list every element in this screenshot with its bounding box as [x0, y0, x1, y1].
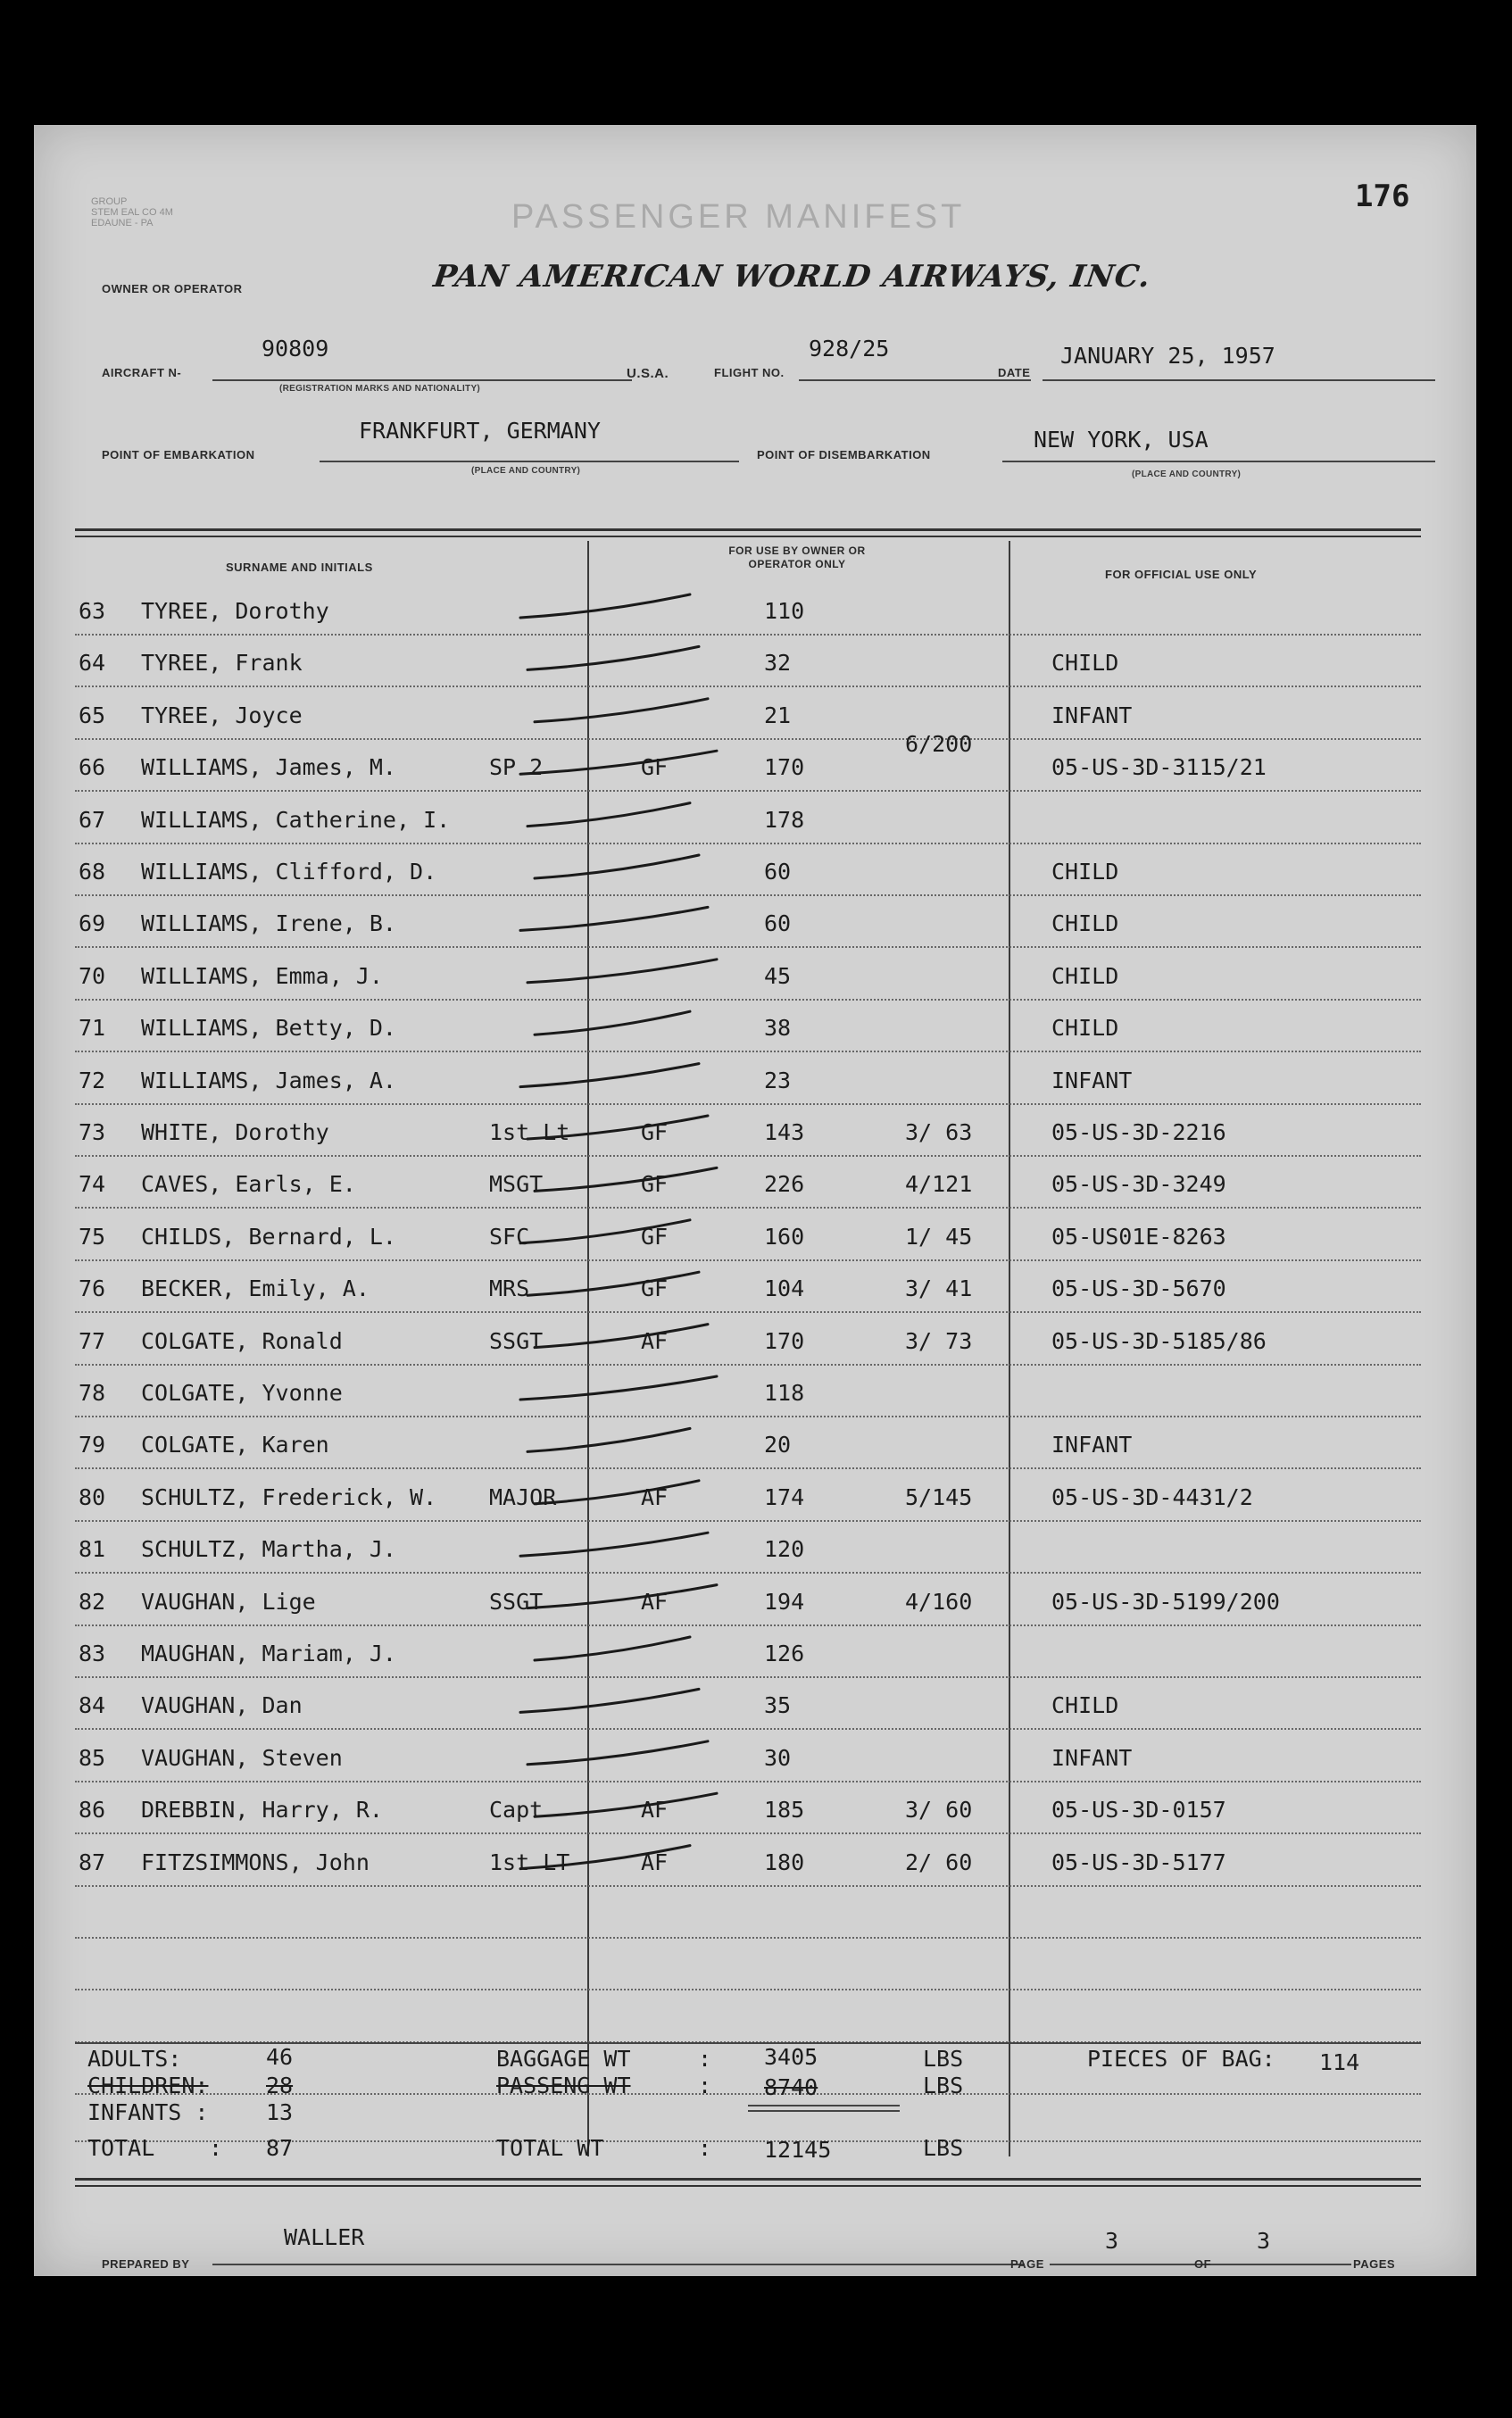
passenger-rank: MRS: [489, 1275, 530, 1302]
passeng-colon: :: [698, 2073, 712, 2098]
baggage-count: 3/ 60: [905, 1797, 973, 1824]
check-mark: [535, 1481, 699, 1504]
passenger-service: GF: [641, 1119, 669, 1145]
baggage-colon: :: [698, 2046, 712, 2072]
official-note: 05-US-3D-4431/2: [1051, 1483, 1253, 1510]
total-wt-colon: :: [698, 2135, 712, 2161]
check-mark: [528, 1272, 699, 1295]
passenger-weight: 194: [764, 1588, 805, 1615]
passenger-rank: 1st Lt: [489, 1119, 570, 1145]
check-mark: [535, 1793, 717, 1816]
passenger-weight: 32: [764, 650, 792, 677]
row-number: 81: [79, 1536, 106, 1563]
header-surname: SURNAME AND INITIALS: [226, 561, 373, 574]
usa-label: U.S.A.: [627, 366, 669, 381]
official-note: 05-US-3D-2216: [1051, 1119, 1226, 1145]
passenger-rank: 1st LT: [489, 1849, 570, 1875]
check-mark: [520, 1376, 717, 1400]
passenger-service: GF: [641, 1275, 669, 1302]
passenger-weight: 160: [764, 1223, 805, 1250]
children-value: 28: [266, 2073, 294, 2098]
passenger-weight: 23: [764, 1067, 792, 1093]
total-wt-value: 12145: [764, 2137, 832, 2163]
check-mark: [535, 1637, 690, 1660]
official-note: INFANT: [1051, 1744, 1133, 1771]
passenger-name: TYREE, Frank: [141, 650, 303, 677]
check-mark: [520, 1846, 690, 1869]
passenger-service: AF: [641, 1588, 669, 1615]
header-official-use: FOR OFFICIAL USE ONLY: [1105, 568, 1258, 581]
passenger-name: VAUGHAN, Dan: [141, 1692, 303, 1719]
passenger-service: GF: [641, 754, 669, 781]
passenger-name: VAUGHAN, Lige: [141, 1588, 316, 1615]
row-number: 67: [79, 806, 106, 833]
infants-label: INFANTS :: [87, 2099, 209, 2125]
pieces-of-bag-label: PIECES OF BAG:: [1087, 2046, 1275, 2072]
check-mark: [520, 1220, 690, 1243]
document-title: PASSENGER MANIFEST: [511, 198, 966, 236]
embarkation-value: FRANKFURT, GERMANY: [359, 418, 601, 444]
official-note: INFANT: [1051, 1067, 1133, 1093]
infants-value: 13: [266, 2099, 294, 2125]
flight-label: FLIGHT NO.: [714, 366, 785, 379]
check-mark: [520, 1064, 699, 1087]
passenger-weight: 21: [764, 702, 792, 728]
row-number: 65: [79, 702, 106, 728]
of-value: 3: [1257, 2228, 1271, 2254]
check-mark: [535, 1167, 717, 1191]
check-mark: [528, 803, 690, 827]
official-note: 05-US-3D-0157: [1051, 1797, 1226, 1824]
row-number: 77: [79, 1327, 106, 1354]
total-wt-unit: LBS: [923, 2135, 964, 2161]
passenger-name: WILLIAMS, Catherine, I.: [141, 806, 451, 833]
page-number: 176: [1355, 179, 1410, 214]
passenger-name: WILLIAMS, Betty, D.: [141, 1015, 396, 1042]
adults-value: 46: [266, 2044, 294, 2070]
baggage-count: 4/160: [905, 1588, 973, 1615]
of-label: OF: [1194, 2257, 1212, 2271]
passenger-weight: 20: [764, 1432, 792, 1458]
passenger-name: BECKER, Emily, A.: [141, 1275, 370, 1302]
passenger-rank: SSGT: [489, 1588, 544, 1615]
row-number: 72: [79, 1067, 106, 1093]
official-note: CHILD: [1051, 962, 1119, 989]
passenger-service: AF: [641, 1849, 669, 1875]
passenger-rank: MAJOR: [489, 1483, 557, 1510]
passenger-name: VAUGHAN, Steven: [141, 1744, 343, 1771]
passenger-rank: Capt: [489, 1797, 544, 1824]
official-note: CHILD: [1051, 1015, 1119, 1042]
passenger-service: GF: [641, 1223, 669, 1250]
children-label: CHILDREN:: [87, 2073, 209, 2098]
passenger-name: CHILDS, Bernard, L.: [141, 1223, 396, 1250]
row-number: 79: [79, 1432, 106, 1458]
passeng-wt-value: 8740: [764, 2074, 818, 2100]
company-name: PAN AMERICAN WORLD AIRWAYS, INC.: [431, 259, 1153, 295]
row-number: 69: [79, 910, 106, 937]
manifest-sheet: [34, 125, 1476, 2276]
passenger-weight: 174: [764, 1483, 805, 1510]
date-value: JANUARY 25, 1957: [1060, 343, 1275, 369]
baggage-count: 5/145: [905, 1483, 973, 1510]
check-mark: [535, 855, 699, 878]
baggage-count: 3/ 41: [905, 1275, 973, 1302]
baggage-count: 6/200: [905, 731, 973, 758]
prepared-by-label: PREPARED BY: [102, 2257, 190, 2271]
passenger-rank: MSGT: [489, 1171, 544, 1198]
owner-label: OWNER OR OPERATOR: [102, 282, 243, 295]
row-number: 75: [79, 1223, 106, 1250]
baggage-wt-value: 3405: [764, 2044, 818, 2070]
check-mark: [520, 1689, 699, 1712]
row-number: 84: [79, 1692, 106, 1719]
baggage-count: 1/ 45: [905, 1223, 973, 1250]
row-number: 80: [79, 1483, 106, 1510]
check-mark: [528, 1428, 690, 1451]
flight-value: 928/25: [809, 336, 890, 361]
official-note: 05-US-3D-5185/86: [1051, 1327, 1267, 1354]
passenger-weight: 118: [764, 1380, 805, 1406]
passenger-weight: 60: [764, 910, 792, 937]
passenger-name: COLGATE, Yvonne: [141, 1380, 343, 1406]
aircraft-label: AIRCRAFT N-: [102, 366, 182, 379]
passenger-service: AF: [641, 1483, 669, 1510]
passenger-weight: 170: [764, 1327, 805, 1354]
official-note: 05-US-3D-3115/21: [1051, 754, 1267, 781]
passenger-name: DREBBIN, Harry, R.: [141, 1797, 383, 1824]
aircraft-sublabel: (REGISTRATION MARKS AND NATIONALITY): [279, 384, 481, 394]
disembarkation-sublabel: (PLACE AND COUNTRY): [1132, 469, 1242, 479]
row-number: 74: [79, 1171, 106, 1198]
passenger-name: WILLIAMS, James, M.: [141, 754, 396, 781]
passenger-weight: 35: [764, 1692, 792, 1719]
passenger-name: WHITE, Dorothy: [141, 1119, 329, 1145]
row-number: 71: [79, 1015, 106, 1042]
passenger-name: MAUGHAN, Mariam, J.: [141, 1641, 396, 1666]
official-note: INFANT: [1051, 1432, 1133, 1458]
passenger-name: COLGATE, Ronald: [141, 1327, 343, 1354]
passenger-weight: 120: [764, 1536, 805, 1563]
official-note: 05-US-3D-5177: [1051, 1849, 1226, 1875]
row-number: 64: [79, 650, 106, 677]
official-note: 05-US01E-8263: [1051, 1223, 1226, 1250]
passenger-name: WILLIAMS, Irene, B.: [141, 910, 396, 937]
passenger-weight: 226: [764, 1171, 805, 1198]
aircraft-value: 90809: [262, 336, 329, 361]
stamp-line: STEM EAL CO 4M: [91, 207, 173, 218]
row-number: 76: [79, 1275, 106, 1302]
passenger-name: WILLIAMS, James, A.: [141, 1067, 396, 1093]
passenger-name: TYREE, Joyce: [141, 702, 303, 728]
row-number: 87: [79, 1849, 106, 1875]
stamp-line: GROUP: [91, 196, 128, 207]
official-note: 05-US-3D-5670: [1051, 1275, 1226, 1302]
adults-label: ADULTS:: [87, 2046, 182, 2072]
check-marks: [34, 125, 1476, 2276]
passenger-weight: 170: [764, 754, 805, 781]
official-note: INFANT: [1051, 702, 1133, 728]
check-mark: [520, 907, 708, 930]
pages-label: PAGES: [1353, 2257, 1396, 2271]
row-number: 63: [79, 598, 106, 624]
pieces-of-bag-value: 114: [1319, 2049, 1360, 2075]
prepared-by-value: WALLER: [284, 2224, 365, 2250]
passenger-weight: 104: [764, 1275, 805, 1302]
check-mark: [528, 646, 699, 669]
header-owner-use: FOR USE BY OWNER OR OPERATOR ONLY: [728, 544, 866, 570]
check-mark: [528, 1116, 708, 1139]
row-number: 70: [79, 962, 106, 989]
total-value: 87: [266, 2135, 294, 2161]
passenger-name: COLGATE, Karen: [141, 1432, 329, 1458]
baggage-wt-label: BAGGAGE WT: [496, 2046, 631, 2072]
check-mark: [520, 594, 690, 618]
embarkation-sublabel: (PLACE AND COUNTRY): [471, 466, 581, 476]
passenger-rank: SSGT: [489, 1327, 544, 1354]
row-number: 86: [79, 1797, 106, 1824]
check-mark: [528, 1585, 717, 1608]
row-number: 73: [79, 1119, 106, 1145]
official-note: 05-US-3D-3249: [1051, 1171, 1226, 1198]
passenger-name: SCHULTZ, Martha, J.: [141, 1536, 396, 1563]
disembarkation-label: POINT OF DISEMBARKATION: [757, 448, 931, 461]
passenger-name: WILLIAMS, Emma, J.: [141, 962, 383, 989]
row-number: 78: [79, 1380, 106, 1406]
official-note: CHILD: [1051, 1692, 1119, 1719]
official-note: CHILD: [1051, 910, 1119, 937]
baggage-count: 2/ 60: [905, 1849, 973, 1875]
passenger-weight: 60: [764, 859, 792, 885]
passenger-weight: 185: [764, 1797, 805, 1824]
passenger-weight: 180: [764, 1849, 805, 1875]
passenger-name: CAVES, Earls, E.: [141, 1171, 356, 1198]
passenger-name: FITZSIMMONS, John: [141, 1849, 370, 1875]
passenger-weight: 178: [764, 806, 805, 833]
check-mark: [535, 1011, 690, 1035]
row-number: 82: [79, 1588, 106, 1615]
total-label: TOTAL: [87, 2135, 155, 2161]
baggage-count: 4/121: [905, 1171, 973, 1198]
check-mark: [535, 1325, 708, 1348]
passenger-weight: 110: [764, 598, 805, 624]
passeng-wt-label: PASSENG WT: [496, 2073, 631, 2098]
passenger-rank: SP 2: [489, 754, 544, 781]
passenger-weight: 30: [764, 1744, 792, 1771]
check-mark: [520, 751, 717, 774]
page-value: 3: [1105, 2228, 1119, 2254]
passenger-weight: 126: [764, 1641, 805, 1666]
disembarkation-value: NEW YORK, USA: [1034, 427, 1209, 453]
baggage-wt-unit: LBS: [923, 2046, 964, 2072]
row-number: 83: [79, 1641, 106, 1666]
stamp-line: EDAUNE - PA: [91, 218, 154, 229]
official-note: CHILD: [1051, 859, 1119, 885]
passenger-weight: 143: [764, 1119, 805, 1145]
passenger-name: TYREE, Dorothy: [141, 598, 329, 624]
row-number: 66: [79, 754, 106, 781]
total-wt-label: TOTAL WT: [496, 2135, 604, 2161]
check-mark: [535, 699, 708, 722]
passenger-name: WILLIAMS, Clifford, D.: [141, 859, 437, 885]
passenger-service: AF: [641, 1797, 669, 1824]
row-number: 68: [79, 859, 106, 885]
official-note: CHILD: [1051, 650, 1119, 677]
passenger-rank: SFC: [489, 1223, 530, 1250]
passeng-wt-unit: LBS: [923, 2073, 964, 2098]
page-label: PAGE: [1010, 2257, 1044, 2271]
date-label: DATE: [998, 366, 1031, 379]
total-colon: :: [209, 2135, 223, 2161]
check-mark: [520, 1533, 708, 1556]
embarkation-label: POINT OF EMBARKATION: [102, 448, 255, 461]
baggage-count: 3/ 73: [905, 1327, 973, 1354]
passenger-service: AF: [641, 1327, 669, 1354]
passenger-weight: 45: [764, 962, 792, 989]
baggage-count: 3/ 63: [905, 1119, 973, 1145]
official-note: 05-US-3D-5199/200: [1051, 1588, 1280, 1615]
passenger-name: SCHULTZ, Frederick, W.: [141, 1483, 437, 1510]
passenger-weight: 38: [764, 1015, 792, 1042]
check-mark: [528, 1741, 708, 1765]
check-mark: [528, 960, 717, 983]
passenger-service: GF: [641, 1171, 669, 1198]
row-number: 85: [79, 1744, 106, 1771]
